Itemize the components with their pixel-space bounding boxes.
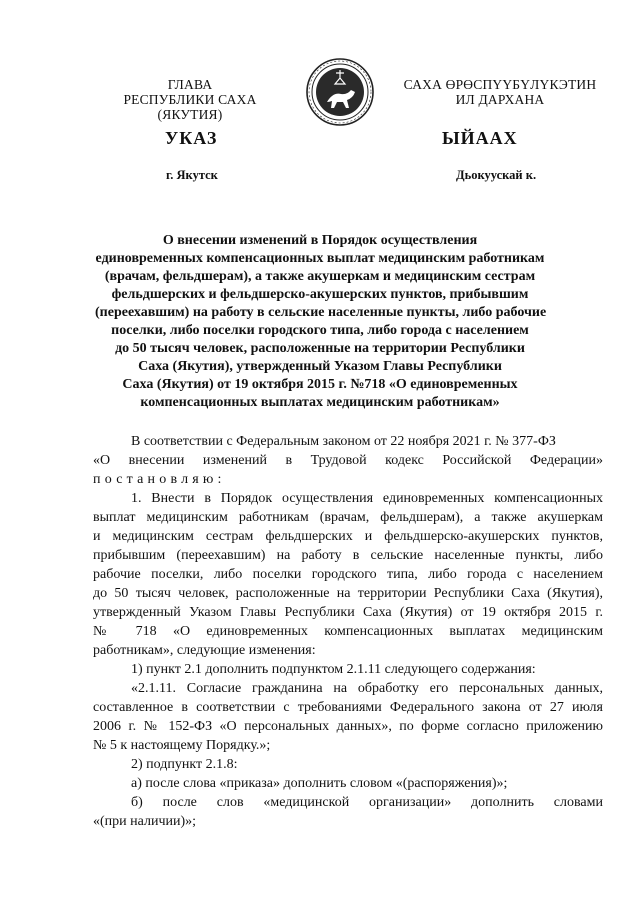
body-line: 1) пункт 2.1 дополнить подпунктом 2.1.11 следующего содержания: <box>131 662 536 677</box>
header-left-line2: РЕСПУБЛИКИ САХА (ЯКУТИЯ) <box>123 92 257 122</box>
header-left-line1: ГЛАВА <box>167 77 213 92</box>
body-line: «(при наличии)»; <box>93 814 197 829</box>
body-line: «О внесении изменений в Трудовой кодекс Российской Федерации» <box>93 453 603 468</box>
subject-line: Саха (Якутия), утвержденный Указом Главы Республики <box>138 359 502 374</box>
body-line: № 718 «О единовременных компенсационных выплатах медицинским <box>93 624 603 639</box>
body-line: выплат медицинским работникам (врачам, фельдшерам), а также акушеркам <box>93 510 603 525</box>
decree-body <box>93 432 603 831</box>
body-line: «2.1.11. Согласие гражданина на обработку его персональных данных, <box>131 681 603 696</box>
subject-line: единовременных компенсационных выплат медицинским работникам <box>95 251 545 266</box>
body-line: до 50 тысяч человек, расположенные на территории Республики Саха (Якутия), <box>93 586 603 601</box>
body-line: № 5 к настоящему Порядку.»; <box>93 738 271 753</box>
resolve-word: постановляю: <box>93 472 226 487</box>
body-line: В соответствии с Федеральным законом от 22 ноября 2021 г. № 377-ФЗ <box>131 434 556 449</box>
body-line: рабочие поселки, либо поселки городского типа, либо города с населением <box>93 567 603 582</box>
decree-subject <box>95 232 545 412</box>
city-right: Дьокуускай к. <box>456 168 537 182</box>
header-left <box>90 77 290 122</box>
coat-of-arms-emblem-icon <box>305 57 375 127</box>
body-line: 1. Внести в Порядок осуществления единовременных компенсационных <box>131 491 603 506</box>
body-line: работникам», следующие изменения: <box>93 643 316 658</box>
subject-line: фельдшерских и фельдшерско-акушерских пунктов, прибывшим <box>111 287 529 302</box>
header-right-line1: САХА ӨРӨСПҮҮБҮЛҮКЭТИН <box>403 77 597 92</box>
subject-line: компенсационных выплатах медицинским работникам» <box>140 395 500 410</box>
body-line: 2) подпункт 2.1.8: <box>131 757 238 772</box>
body-line: прибывшим (переехавшим) на работу в сельские населенные пункты, либо <box>93 548 603 563</box>
subject-line: поселки, либо поселки городского типа, либо города с населением <box>111 323 529 338</box>
subject-line: (врачам, фельдшерам), а также акушеркам и медицинским сестрам <box>104 269 536 284</box>
title-left: УКАЗ <box>165 128 218 148</box>
title-right: ЫЙААХ <box>442 128 518 148</box>
city-left: г. Якутск <box>166 168 218 182</box>
body-line: утвержденный Указом Главы Республики Саха (Якутия) от 19 октября 2015 г. <box>93 605 603 620</box>
subject-line: (переехавшим) на работу в сельские населенные пункты, либо рабочие <box>95 305 547 320</box>
subject-line: Саха (Якутия) от 19 октября 2015 г. №718 «О единовременных <box>122 377 518 392</box>
body-line: и медицинским сестрам фельдшерских и фельдшерско-акушерских пунктов, <box>93 529 603 544</box>
subject-line: до 50 тысяч человек, расположенные на территории Республики <box>115 341 525 356</box>
subject-line: О внесении изменений в Порядок осуществления <box>162 233 478 248</box>
header-right-line2: ИЛ ДАРХАНА <box>455 92 545 107</box>
body-line: 2006 г. № 152-ФЗ «О персональных данных», по форме согласно приложению <box>93 719 603 734</box>
body-line: а) после слова «приказа» дополнить словом «(распоряжения)»; <box>131 776 508 791</box>
body-line: составленное в соответствии с требованиями Федерального закона от 27 июля <box>93 700 603 715</box>
header-right <box>380 77 620 107</box>
body-line: б) после слов «медицинской организации» дополнить словами <box>131 795 603 810</box>
